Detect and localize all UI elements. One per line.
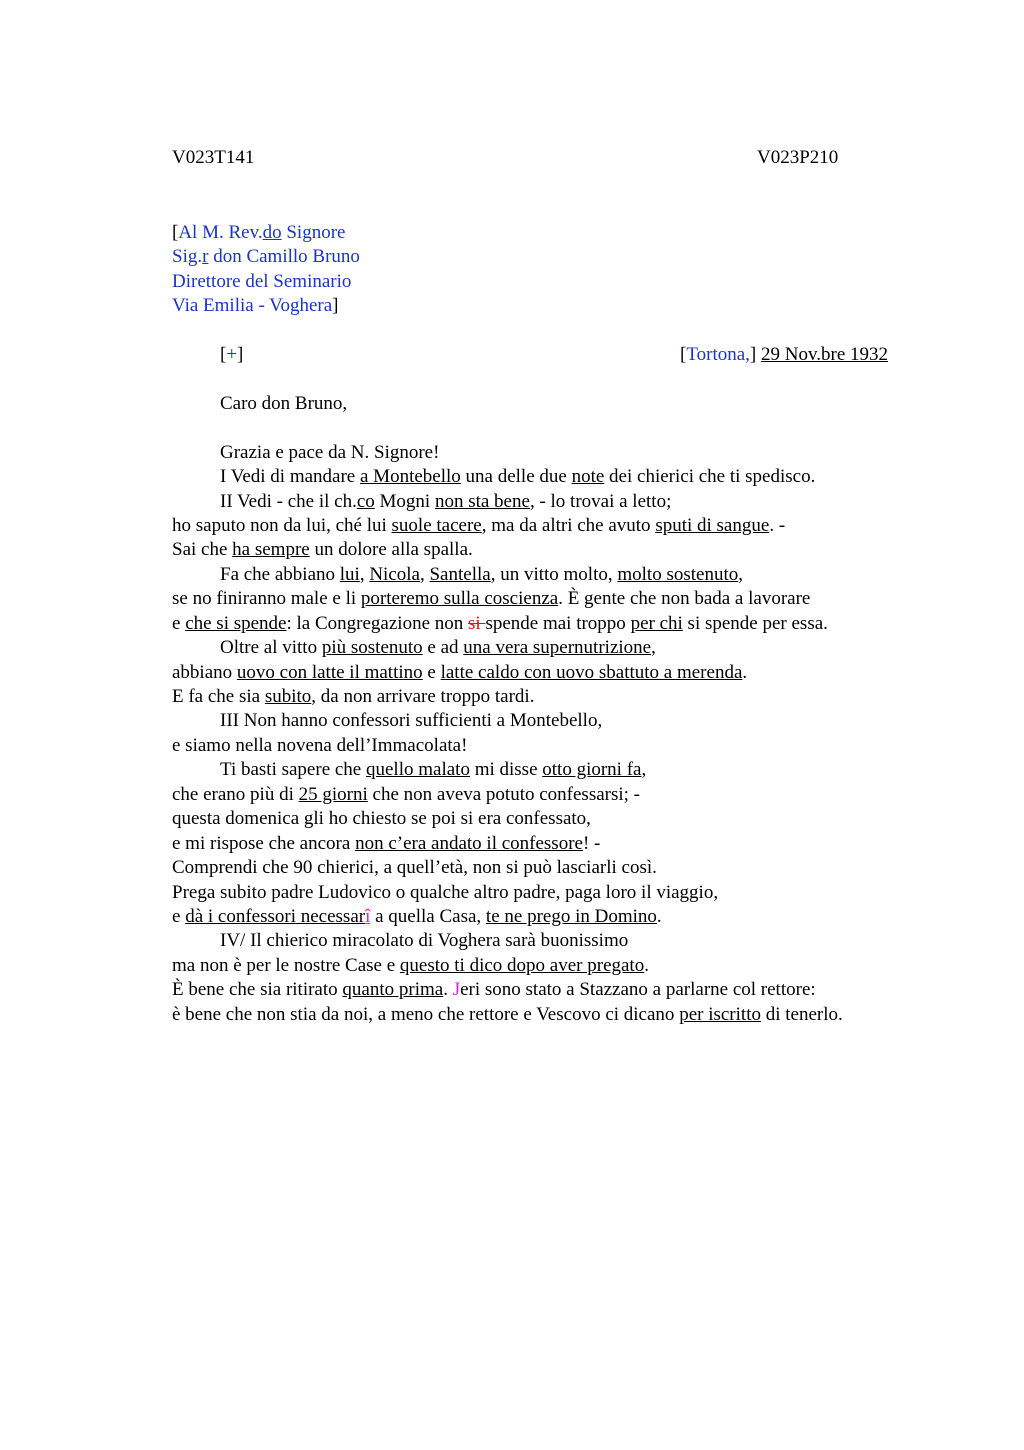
body-line: III Non hanno confessori sufficienti a Montebello, — [220, 710, 603, 731]
body-line: Oltre al vitto più sostenuto e ad una vera supernutrizione, — [220, 637, 656, 658]
body-line: Comprendi che 90 chierici, a quell’età, non si può lasciarli così. — [172, 857, 657, 878]
body-line: IV/ Il chierico miracolato di Voghera sarà buonissimo — [220, 930, 629, 951]
body-line: questa domenica gli ho chiesto se poi si era confessato, — [172, 808, 591, 829]
document-code-right: V023P210 — [757, 147, 839, 168]
body-line: e siamo nella novena dell’Immacolata! — [172, 735, 468, 756]
struck-word: si — [468, 613, 486, 634]
dateline: [Tortona,] 29 Nov.bre 1932 — [680, 344, 888, 365]
document-code-left: V023T141 — [172, 147, 255, 168]
body-line: ho saputo non da lui, ché lui suole tacere, ma da altri che avuto sputi di sangue. - — [172, 515, 786, 536]
cross-mark: [+] — [220, 344, 244, 365]
body-line: È bene che sia ritirato quanto prima. Jeri sono stato a Stazzano a parlarne col rettore: — [172, 979, 816, 1000]
address-line-1: [Al M. Rev.do Signore — [172, 222, 346, 243]
body-line: Prega subito padre Ludovico o qualche altro padre, paga loro il viaggio, — [172, 882, 719, 903]
body-line: che erano più di 25 giorni che non aveva potuto confessarsi; - — [172, 784, 641, 805]
body-line: Grazia e pace da N. Signore! — [220, 442, 440, 463]
body-line: Fa che abbiano lui, Nicola, Santella, un vitto molto, molto sostenuto, — [220, 564, 743, 585]
body-line: Sai che ha sempre un dolore alla spalla. — [172, 539, 473, 560]
body-line: ma non è per le nostre Case e questo ti dico dopo aver pregato. — [172, 955, 649, 976]
address-line-2: Sig.r don Camillo Bruno — [172, 246, 360, 267]
body-line: è bene che non stia da noi, a meno che rettore e Vescovo ci dicano per iscritto di tenerlo. — [172, 1004, 843, 1025]
body-line: II Vedi - che il ch.co Mogni non sta bene, - lo trovai a letto; — [220, 491, 672, 512]
body-line: I Vedi di mandare a Montebello una delle due note dei chierici che ti spedisco. — [220, 466, 816, 487]
body-line: E fa che sia subito, da non arrivare troppo tardi. — [172, 686, 535, 707]
body-line: e che si spende: la Congregazione non si spende mai troppo per chi si spende per essa. — [172, 613, 828, 634]
body-line: abbiano uovo con latte il mattino e latte caldo con uovo sbattuto a merenda. — [172, 662, 748, 683]
body-line: e mi rispose che ancora non c’era andato il confessore! - — [172, 833, 601, 854]
address-line-3: Direttore del Seminario — [172, 271, 352, 292]
salutation: Caro don Bruno, — [220, 393, 348, 414]
body-line: Ti basti sapere che quello malato mi disse otto giorni fa, — [220, 759, 647, 780]
body-line: se no finiranno male e li porteremo sulla coscienza. È gente che non bada a lavorare — [172, 588, 811, 609]
body-line: e dà i confessori necessarî a quella Casa, te ne prego in Domino. — [172, 906, 662, 927]
address-line-4: Via Emilia - Voghera] — [172, 295, 339, 316]
